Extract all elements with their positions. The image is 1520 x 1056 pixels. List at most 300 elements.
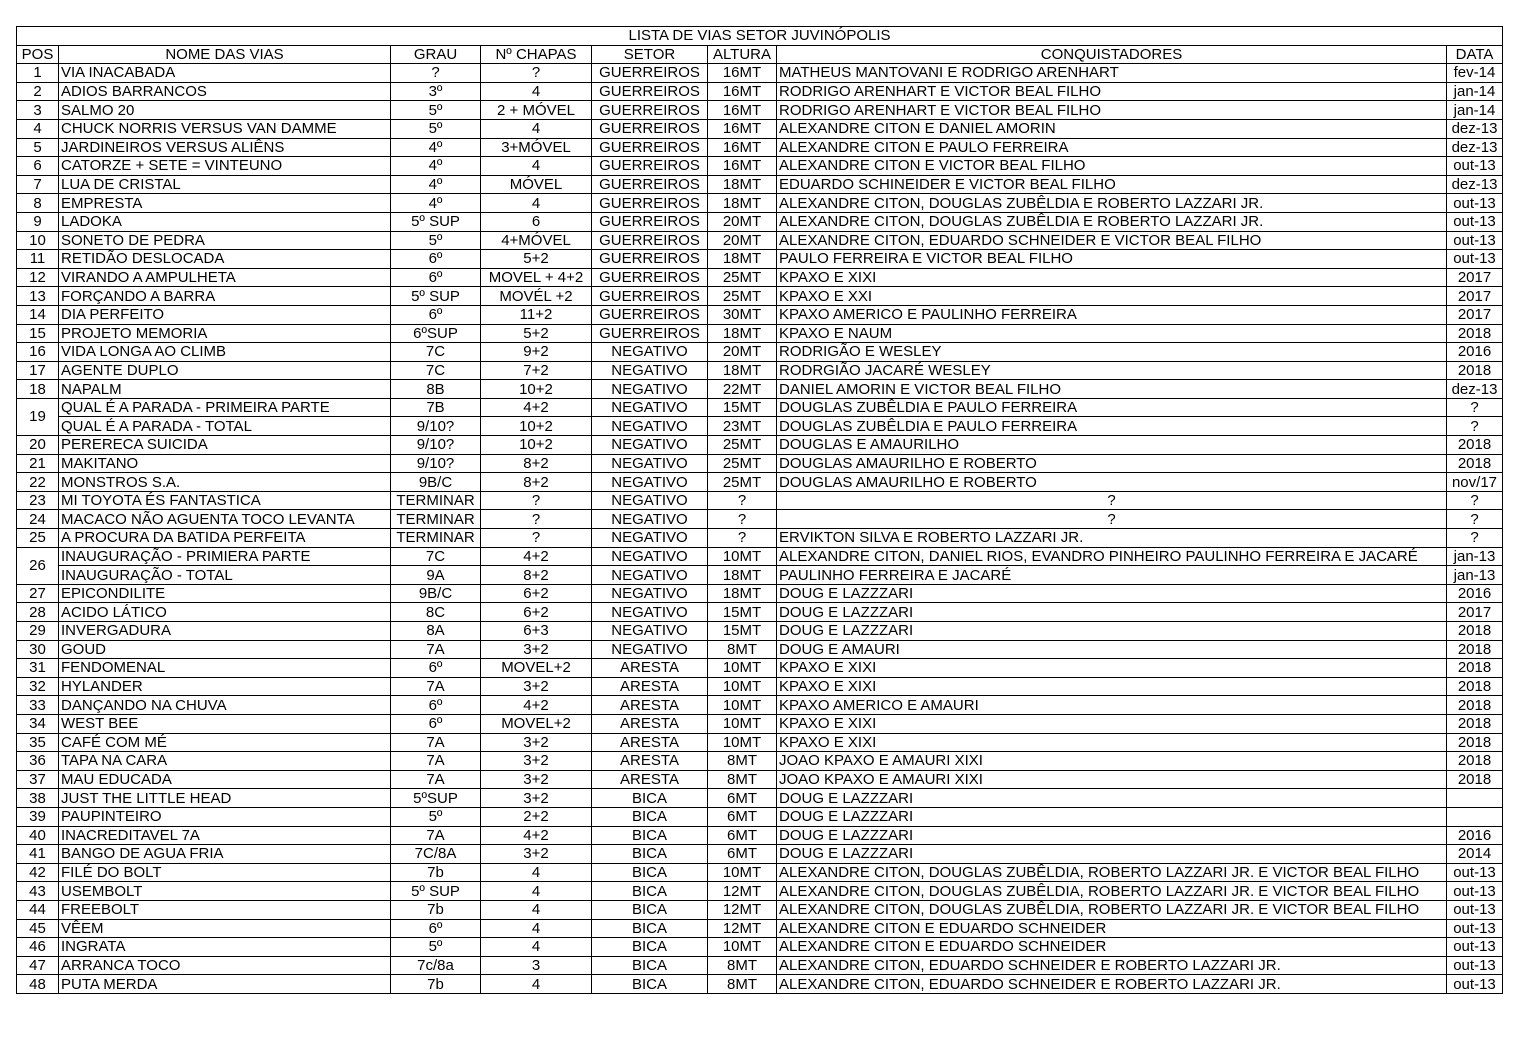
cell-setor: ARESTA [592, 677, 708, 696]
cell-pos: 10 [17, 231, 59, 250]
cell-conquistadores: KPAXO E NAUM [777, 324, 1447, 343]
cell-grau: 7C/8A [391, 845, 481, 864]
cell-data: jan-14 [1447, 82, 1503, 101]
cell-nome: JARDINEIROS VERSUS ALIÊNS [59, 138, 391, 157]
cell-nome: CHUCK NORRIS VERSUS VAN DAMME [59, 119, 391, 138]
cell-data: out-13 [1447, 250, 1503, 269]
cell-pos: 14 [17, 305, 59, 324]
cell-chapas: 6+2 [481, 603, 592, 622]
cell-altura: 6MT [708, 789, 777, 808]
cell-altura: ? [708, 510, 777, 529]
cell-conquistadores: JOAO KPAXO E AMAURI XIXI [777, 752, 1447, 771]
cell-conquistadores: KPAXO E XIXI [777, 268, 1447, 287]
cell-nome: MAU EDUCADA [59, 770, 391, 789]
cell-conquistadores: DOUGLAS AMAURILHO E ROBERTO [777, 454, 1447, 473]
cell-data: 2018 [1447, 677, 1503, 696]
cell-nome: MACACO NÃO AGUENTA TOCO LEVANTA [59, 510, 391, 529]
cell-data: 2017 [1447, 603, 1503, 622]
cell-data: 2016 [1447, 343, 1503, 362]
table-row [17, 343, 1503, 362]
cell-data: 2017 [1447, 268, 1503, 287]
table-row [17, 305, 1503, 324]
cell-data: 2016 [1447, 584, 1503, 603]
cell-nome: MI TOYOTA ÉS FANTASTICA [59, 491, 391, 510]
cell-pos: 15 [17, 324, 59, 343]
cell-setor: BICA [592, 845, 708, 864]
cell-grau: 5ºSUP [391, 789, 481, 808]
cell-chapas: MÓVEL [481, 175, 592, 194]
cell-chapas: 8+2 [481, 566, 592, 585]
cell-pos: 30 [17, 640, 59, 659]
cell-chapas: 8+2 [481, 454, 592, 473]
cell-altura: 12MT [708, 882, 777, 901]
cell-nome: PAUPINTEIRO [59, 807, 391, 826]
cell-altura: 8MT [708, 975, 777, 994]
cell-grau: TERMINAR [391, 529, 481, 548]
cell-pos: 23 [17, 491, 59, 510]
table-row [17, 454, 1503, 473]
cell-nome: PERERECA SUICIDA [59, 436, 391, 455]
cell-setor: GUERREIROS [592, 175, 708, 194]
cell-conquistadores: DOUG E LAZZZARI [777, 789, 1447, 808]
table-row [17, 826, 1503, 845]
cell-grau: 6º [391, 696, 481, 715]
cell-grau: 5º [391, 938, 481, 957]
cell-altura: 10MT [708, 547, 777, 566]
cell-grau: 5º SUP [391, 882, 481, 901]
cell-grau: ? [391, 64, 481, 83]
cell-nome: INAUGURAÇÃO - TOTAL [59, 566, 391, 585]
cell-setor: NEGATIVO [592, 398, 708, 417]
cell-pos: 39 [17, 807, 59, 826]
table-row [17, 491, 1503, 510]
cell-grau: 7A [391, 826, 481, 845]
sheet-title: LISTA DE VIAS SETOR JUVINÓPOLIS [17, 27, 1503, 46]
cell-altura: 16MT [708, 119, 777, 138]
cell-conquistadores: KPAXO E XIXI [777, 733, 1447, 752]
cell-altura: 20MT [708, 343, 777, 362]
cell-nome: ACIDO LÁTICO [59, 603, 391, 622]
header-chapas: Nº CHAPAS [481, 45, 592, 64]
cell-conquistadores: KPAXO E XXI [777, 287, 1447, 306]
cell-grau: 3º [391, 82, 481, 101]
cell-grau: 9/10? [391, 454, 481, 473]
cell-grau: 6ºSUP [391, 324, 481, 343]
cell-nome: LADOKA [59, 212, 391, 231]
table-row [17, 603, 1503, 622]
table-row [17, 566, 1503, 585]
cell-chapas: 10+2 [481, 417, 592, 436]
table-row [17, 287, 1503, 306]
cell-setor: BICA [592, 900, 708, 919]
cell-pos: 3 [17, 101, 59, 120]
cell-altura: 8MT [708, 956, 777, 975]
table-row [17, 547, 1503, 566]
cell-conquistadores: RODRIGÃO E WESLEY [777, 343, 1447, 362]
cell-conquistadores: KPAXO AMERICO E AMAURI [777, 696, 1447, 715]
table-row [17, 119, 1503, 138]
cell-setor: GUERREIROS [592, 324, 708, 343]
cell-pos: 32 [17, 677, 59, 696]
cell-setor: GUERREIROS [592, 268, 708, 287]
cell-grau: 5º SUP [391, 287, 481, 306]
cell-data: 2018 [1447, 659, 1503, 678]
cell-pos: 4 [17, 119, 59, 138]
cell-grau: TERMINAR [391, 491, 481, 510]
cell-chapas: 4 [481, 863, 592, 882]
cell-setor: BICA [592, 882, 708, 901]
cell-altura: 18MT [708, 250, 777, 269]
cell-pos: 34 [17, 714, 59, 733]
table-row [17, 398, 1503, 417]
cell-conquistadores: DOUG E LAZZZARI [777, 622, 1447, 641]
cell-pos: 33 [17, 696, 59, 715]
table-row [17, 845, 1503, 864]
table-row [17, 789, 1503, 808]
cell-chapas: 2+2 [481, 807, 592, 826]
cell-setor: BICA [592, 807, 708, 826]
cell-grau: 6º [391, 268, 481, 287]
cell-altura: 6MT [708, 826, 777, 845]
cell-pos: 2 [17, 82, 59, 101]
cell-grau: 6º [391, 250, 481, 269]
cell-setor: GUERREIROS [592, 101, 708, 120]
cell-conquistadores: DOUG E LAZZZARI [777, 826, 1447, 845]
table-row [17, 882, 1503, 901]
header-nome: NOME DAS VIAS [59, 45, 391, 64]
cell-altura: 25MT [708, 473, 777, 492]
cell-nome: FILÉ DO BOLT [59, 863, 391, 882]
cell-pos: 7 [17, 175, 59, 194]
cell-chapas: ? [481, 529, 592, 548]
cell-grau: 8B [391, 380, 481, 399]
cell-data: out-13 [1447, 975, 1503, 994]
table-row [17, 752, 1503, 771]
cell-setor: GUERREIROS [592, 212, 708, 231]
cell-pos: 12 [17, 268, 59, 287]
cell-setor: NEGATIVO [592, 436, 708, 455]
cell-nome: HYLANDER [59, 677, 391, 696]
cell-chapas: 4+MÓVEL [481, 231, 592, 250]
routes-table [16, 26, 1503, 994]
table-row [17, 529, 1503, 548]
table-row [17, 361, 1503, 380]
cell-altura: 16MT [708, 64, 777, 83]
cell-nome: SALMO 20 [59, 101, 391, 120]
table-row [17, 175, 1503, 194]
cell-nome: AGENTE DUPLO [59, 361, 391, 380]
cell-nome: PROJETO MEMORIA [59, 324, 391, 343]
cell-altura: 16MT [708, 138, 777, 157]
cell-altura: 25MT [708, 268, 777, 287]
cell-chapas: 4 [481, 919, 592, 938]
cell-chapas: 4+2 [481, 696, 592, 715]
cell-pos: 45 [17, 919, 59, 938]
cell-nome: WEST BEE [59, 714, 391, 733]
cell-data: 2018 [1447, 640, 1503, 659]
cell-conquistadores: MATHEUS MANTOVANI E RODRIGO ARENHART [777, 64, 1447, 83]
cell-data: 2017 [1447, 287, 1503, 306]
cell-chapas: 4 [481, 157, 592, 176]
cell-conquistadores: RODRIGO ARENHART E VICTOR BEAL FILHO [777, 82, 1447, 101]
cell-data: 2018 [1447, 770, 1503, 789]
cell-data: out-13 [1447, 956, 1503, 975]
cell-setor: GUERREIROS [592, 305, 708, 324]
table-row [17, 231, 1503, 250]
cell-conquistadores: KPAXO E XIXI [777, 659, 1447, 678]
cell-setor: GUERREIROS [592, 287, 708, 306]
cell-grau: 5º [391, 101, 481, 120]
cell-data: ? [1447, 491, 1503, 510]
cell-grau: 7b [391, 900, 481, 919]
table-row [17, 510, 1503, 529]
table-row [17, 212, 1503, 231]
cell-altura: 18MT [708, 361, 777, 380]
cell-setor: NEGATIVO [592, 491, 708, 510]
cell-setor: NEGATIVO [592, 417, 708, 436]
cell-conquistadores: DOUG E LAZZZARI [777, 807, 1447, 826]
cell-grau: 6º [391, 659, 481, 678]
cell-nome: ARRANCA TOCO [59, 956, 391, 975]
cell-data: jan-14 [1447, 101, 1503, 120]
cell-pos: 25 [17, 529, 59, 548]
cell-pos: 44 [17, 900, 59, 919]
cell-altura: 22MT [708, 380, 777, 399]
cell-chapas: 5+2 [481, 250, 592, 269]
cell-chapas: 2 + MÓVEL [481, 101, 592, 120]
cell-conquistadores: ALEXANDRE CITON, DOUGLAS ZUBÊLDIA, ROBERTO LAZZARI JR. E VICTOR BEAL FILHO [777, 882, 1447, 901]
cell-data: 2018 [1447, 324, 1503, 343]
table-row [17, 863, 1503, 882]
cell-altura: 25MT [708, 454, 777, 473]
cell-data: 2018 [1447, 436, 1503, 455]
cell-altura: 25MT [708, 436, 777, 455]
cell-grau: 7B [391, 398, 481, 417]
cell-pos: 24 [17, 510, 59, 529]
cell-chapas: 4+2 [481, 547, 592, 566]
table-row [17, 268, 1503, 287]
cell-grau: 7A [391, 640, 481, 659]
cell-setor: BICA [592, 956, 708, 975]
cell-setor: GUERREIROS [592, 194, 708, 213]
table-row [17, 770, 1503, 789]
cell-setor: NEGATIVO [592, 454, 708, 473]
cell-altura: 30MT [708, 305, 777, 324]
table-row [17, 138, 1503, 157]
cell-nome: DANÇANDO NA CHUVA [59, 696, 391, 715]
cell-setor: ARESTA [592, 733, 708, 752]
cell-altura: 12MT [708, 900, 777, 919]
cell-pos: 37 [17, 770, 59, 789]
cell-pos: 46 [17, 938, 59, 957]
cell-conquistadores: EDUARDO SCHINEIDER E VICTOR BEAL FILHO [777, 175, 1447, 194]
cell-grau: 7C [391, 361, 481, 380]
cell-altura: 25MT [708, 287, 777, 306]
cell-grau: TERMINAR [391, 510, 481, 529]
cell-grau: 7A [391, 752, 481, 771]
cell-conquistadores: KPAXO E XIXI [777, 677, 1447, 696]
cell-setor: ARESTA [592, 659, 708, 678]
cell-altura: 8MT [708, 640, 777, 659]
cell-chapas: ? [481, 510, 592, 529]
cell-setor: GUERREIROS [592, 157, 708, 176]
cell-pos: 1 [17, 64, 59, 83]
cell-chapas: 4 [481, 82, 592, 101]
table-row [17, 677, 1503, 696]
cell-grau: 8A [391, 622, 481, 641]
table-row [17, 64, 1503, 83]
cell-grau: 4º [391, 194, 481, 213]
cell-setor: BICA [592, 975, 708, 994]
cell-altura: 6MT [708, 845, 777, 864]
cell-conquistadores: ALEXANDRE CITON, EDUARDO SCHNEIDER E VICTOR BEAL FILHO [777, 231, 1447, 250]
cell-pos: 40 [17, 826, 59, 845]
cell-data: jan-13 [1447, 547, 1503, 566]
cell-setor: GUERREIROS [592, 138, 708, 157]
table-row [17, 584, 1503, 603]
cell-setor: BICA [592, 919, 708, 938]
cell-chapas: 4 [481, 938, 592, 957]
table-row [17, 157, 1503, 176]
cell-nome: DIA PERFEITO [59, 305, 391, 324]
cell-conquistadores: ? [777, 491, 1447, 510]
cell-data [1447, 807, 1503, 826]
header-setor: SETOR [592, 45, 708, 64]
cell-pos: 22 [17, 473, 59, 492]
cell-nome: INAUGURAÇÃO - PRIMIERA PARTE [59, 547, 391, 566]
cell-nome: ADIOS BARRANCOS [59, 82, 391, 101]
cell-chapas: 3 [481, 956, 592, 975]
cell-chapas: 4 [481, 119, 592, 138]
cell-data: out-13 [1447, 863, 1503, 882]
cell-data: out-13 [1447, 157, 1503, 176]
cell-grau: 6º [391, 919, 481, 938]
cell-data: 2018 [1447, 752, 1503, 771]
cell-chapas: 7+2 [481, 361, 592, 380]
cell-data: dez-13 [1447, 119, 1503, 138]
cell-altura: 16MT [708, 82, 777, 101]
cell-grau: 7b [391, 975, 481, 994]
cell-pos: 8 [17, 194, 59, 213]
cell-altura: 10MT [708, 677, 777, 696]
cell-grau: 9/10? [391, 436, 481, 455]
cell-nome: VIA INACABADA [59, 64, 391, 83]
cell-conquistadores: ALEXANDRE CITON E PAULO FERREIRA [777, 138, 1447, 157]
cell-nome: TAPA NA CARA [59, 752, 391, 771]
cell-conquistadores: RODRGIÃO JACARÉ WESLEY [777, 361, 1447, 380]
cell-chapas: 4 [481, 900, 592, 919]
cell-grau: 7C [391, 343, 481, 362]
cell-pos: 21 [17, 454, 59, 473]
cell-pos: 17 [17, 361, 59, 380]
table-row [17, 733, 1503, 752]
cell-pos: 47 [17, 956, 59, 975]
header-conquistadores: CONQUISTADORES [777, 45, 1447, 64]
cell-conquistadores: DOUGLAS ZUBÊLDIA E PAULO FERREIRA [777, 417, 1447, 436]
cell-grau: 9/10? [391, 417, 481, 436]
cell-nome: SONETO DE PEDRA [59, 231, 391, 250]
cell-altura: 8MT [708, 752, 777, 771]
cell-pos: 9 [17, 212, 59, 231]
cell-nome: QUAL É A PARADA - PRIMEIRA PARTE [59, 398, 391, 417]
cell-data: out-13 [1447, 194, 1503, 213]
cell-altura: 10MT [708, 733, 777, 752]
cell-nome: INVERGADURA [59, 622, 391, 641]
table-row [17, 82, 1503, 101]
cell-pos: 27 [17, 584, 59, 603]
cell-nome: VIRANDO A AMPULHETA [59, 268, 391, 287]
cell-pos: 29 [17, 622, 59, 641]
cell-chapas: 8+2 [481, 473, 592, 492]
cell-altura: ? [708, 529, 777, 548]
cell-conquistadores: KPAXO E XIXI [777, 714, 1447, 733]
cell-pos: 35 [17, 733, 59, 752]
cell-grau: 7A [391, 677, 481, 696]
cell-grau: 4º [391, 157, 481, 176]
cell-setor: NEGATIVO [592, 343, 708, 362]
cell-grau: 9B/C [391, 473, 481, 492]
cell-nome: A PROCURA DA BATIDA PERFEITA [59, 529, 391, 548]
cell-altura: 10MT [708, 938, 777, 957]
table-row [17, 919, 1503, 938]
cell-setor: BICA [592, 938, 708, 957]
cell-nome: CATORZE + SETE = VINTEUNO [59, 157, 391, 176]
cell-nome: RETIDÃO DESLOCADA [59, 250, 391, 269]
cell-grau: 9B/C [391, 584, 481, 603]
cell-pos: 11 [17, 250, 59, 269]
table-row [17, 324, 1503, 343]
cell-chapas: 4 [481, 975, 592, 994]
cell-setor: NEGATIVO [592, 547, 708, 566]
cell-chapas: 9+2 [481, 343, 592, 362]
cell-conquistadores: DANIEL AMORIN E VICTOR BEAL FILHO [777, 380, 1447, 399]
cell-altura: 15MT [708, 398, 777, 417]
cell-altura: 10MT [708, 659, 777, 678]
cell-pos: 26 [17, 547, 59, 584]
cell-nome: FENDOMENAL [59, 659, 391, 678]
cell-altura: 15MT [708, 603, 777, 622]
cell-chapas: 4 [481, 194, 592, 213]
cell-setor: GUERREIROS [592, 231, 708, 250]
cell-chapas: 4+2 [481, 826, 592, 845]
cell-chapas: 3+2 [481, 640, 592, 659]
cell-data: out-13 [1447, 882, 1503, 901]
cell-pos: 42 [17, 863, 59, 882]
table-row [17, 938, 1503, 957]
cell-chapas: ? [481, 64, 592, 83]
cell-conquistadores: DOUG E LAZZZARI [777, 584, 1447, 603]
cell-setor: NEGATIVO [592, 622, 708, 641]
cell-conquistadores: ALEXANDRE CITON, EDUARDO SCHNEIDER E ROBERTO LAZZARI JR. [777, 956, 1447, 975]
cell-altura: 18MT [708, 566, 777, 585]
cell-altura: 20MT [708, 231, 777, 250]
cell-altura: ? [708, 491, 777, 510]
table-row [17, 900, 1503, 919]
cell-conquistadores: PAULO FERREIRA E VICTOR BEAL FILHO [777, 250, 1447, 269]
cell-conquistadores: ALEXANDRE CITON, DOUGLAS ZUBÊLDIA, ROBERTO LAZZARI JR. E VICTOR BEAL FILHO [777, 900, 1447, 919]
table-row [17, 417, 1503, 436]
cell-conquistadores: ERVIKTON SILVA E ROBERTO LAZZARI JR. [777, 529, 1447, 548]
cell-pos: 41 [17, 845, 59, 864]
cell-conquistadores: DOUG E LAZZZARI [777, 845, 1447, 864]
cell-grau: 7A [391, 733, 481, 752]
table-row [17, 696, 1503, 715]
cell-data: 2017 [1447, 305, 1503, 324]
cell-nome: BANGO DE AGUA FRIA [59, 845, 391, 864]
cell-data [1447, 789, 1503, 808]
cell-nome: NAPALM [59, 380, 391, 399]
cell-setor: ARESTA [592, 752, 708, 771]
